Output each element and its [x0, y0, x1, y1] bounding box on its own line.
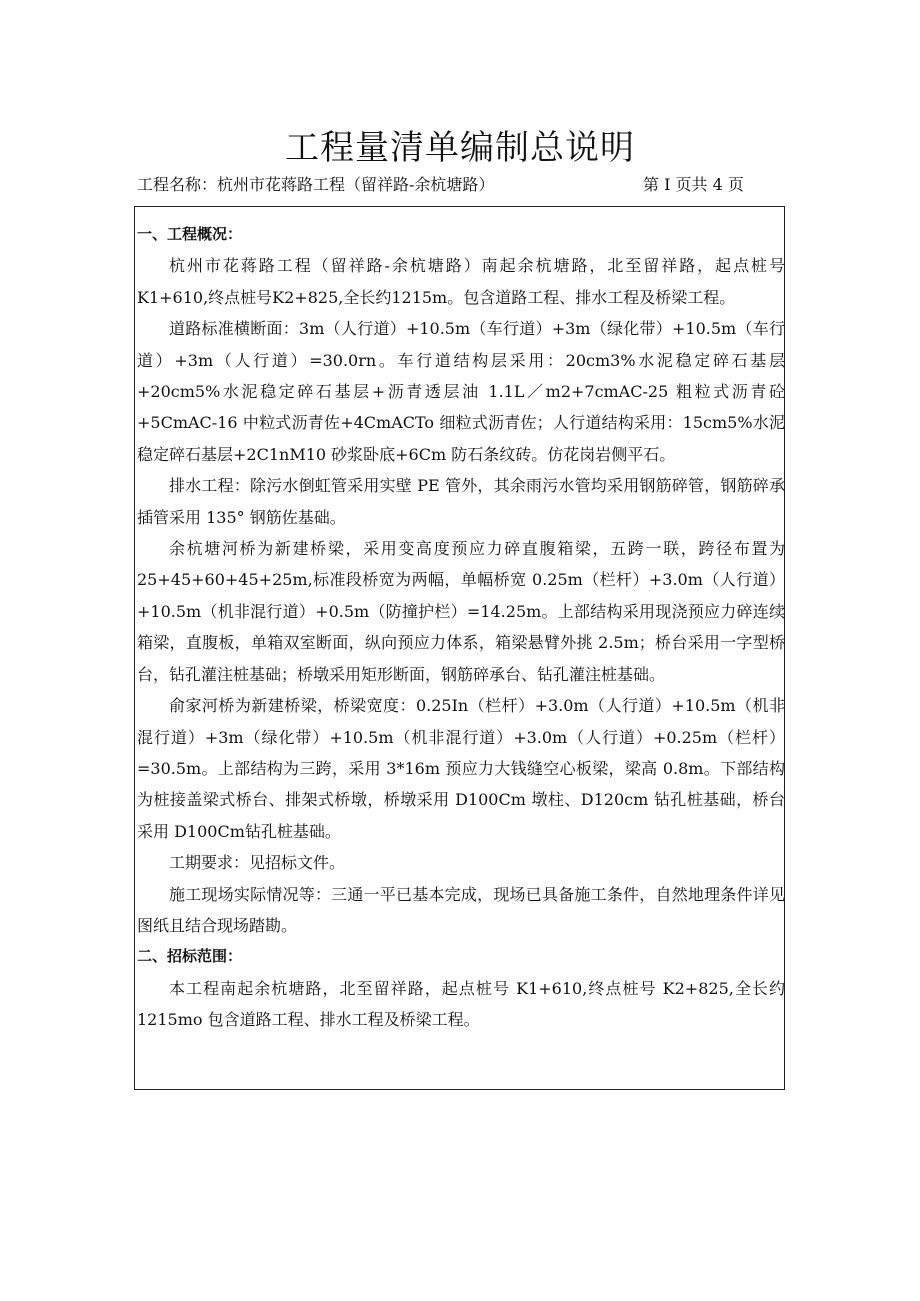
paragraph-scope: 本工程南起余杭塘路，北至留祥路，起点桩号 K1+610,终点桩号 K2+825,全长约1215mo 包含道路工程、排水工程及桥梁工程。 [137, 978, 785, 1030]
paragraph-yuhangtang-bridge: 余杭塘河桥为新建桥梁，采用变高度预应力碎直腹箱梁，五跨一联，跨径布置为25+45+60+45+25m,标准段桥宽为两幅，单幅桥宽 0.25m（栏杆）+3.0m（人行道）+10.5m（机非混行道）+0.5m（防撞护栏）=14.25m。上部结构采用现浇预应力碎连续箱梁，直腹板，单箱双室断面，纵向预应力体系，箱梁悬臂外挑 2.5m；桥台采用一字型桥台，钻孔灌注桩基础；桥墩采用矩形断面，钢筋碎承台、钻孔灌注桩基础。 [137, 539, 785, 684]
document-meta [137, 174, 785, 196]
paragraph-schedule: 工期要求：见招标文件。 [169, 853, 346, 873]
description-content [137, 219, 785, 1036]
paragraph-yujia-bridge: 俞家河桥为新建桥梁，桥梁宽度：0.25In（栏杆）+3.0m（人行道）+10.5m（机非混行道）+3m（绿化带）+10.5m（机非混行道）+3.0m（人行道）+0.25m（栏杆）=30.5m。上部结构为三跨，采用 3*16m 预应力大钱缝空心板梁，梁高 0.8m。下部结构为桩接盖梁式桥台、排架式桥墩，桥墩采用 D100Cm 墩柱、D120cm 钻孔桩基础，桥台采用 D100Cm钻孔桩基础。 [137, 696, 785, 841]
paragraph-overview: 杭州市花蒋路工程（留祥路-余杭塘路）南起余杭塘路，北至留祥路，起点桩号K1+610,终点桩号K2+825,全长约1215m。包含道路工程、排水工程及桥梁工程。 [137, 256, 785, 307]
page-number: 第 I 页共 4 页 [643, 175, 744, 194]
paragraph-drainage: 排水工程：除污水倒虹管采用实壁 PE 管外，其余雨污水管均采用钢筋碎管，钢筋碎承插管采用 135° 钢筋佐基础。 [137, 476, 785, 527]
paragraph-site-conditions: 施工现场实际情况等：三通一平已基本完成，现场已具备施工条件，自然地理条件详见图纸且结合现场踏勘。 [137, 884, 785, 935]
paragraph-road-section: 道路标准横断面：3m（人行道）+10.5m（车行道）+3m（绿化带）+10.5m（车行道）+3m（人行道）=30.0rn。车行道结构层采用：20cm3%水泥稳定碎石基层+20cm5%水泥稳定碎石基层+沥青透层油 1.1L／m2+7cmAC-25 粗粒式沥青砼+5CmAC-16 中粒式沥青佐+4CmACTo 细粒式沥青佐；人行道结构采用：15cm5%水泥稳定碎石基层+2C1nM10 砂浆卧底+6Cm 防石条纹砖。仿花岗岩侧平石。 [137, 319, 785, 464]
description-table [134, 206, 785, 1090]
section-heading-overview: 一、工程概况： [137, 225, 243, 243]
section-heading-scope: 二、招标范围： [137, 947, 243, 966]
document-title: 工程量清单编制总说明 [285, 128, 635, 168]
project-name: 工程名称：杭州市花蒋路工程（留祥路-余杭塘路） [137, 175, 495, 194]
